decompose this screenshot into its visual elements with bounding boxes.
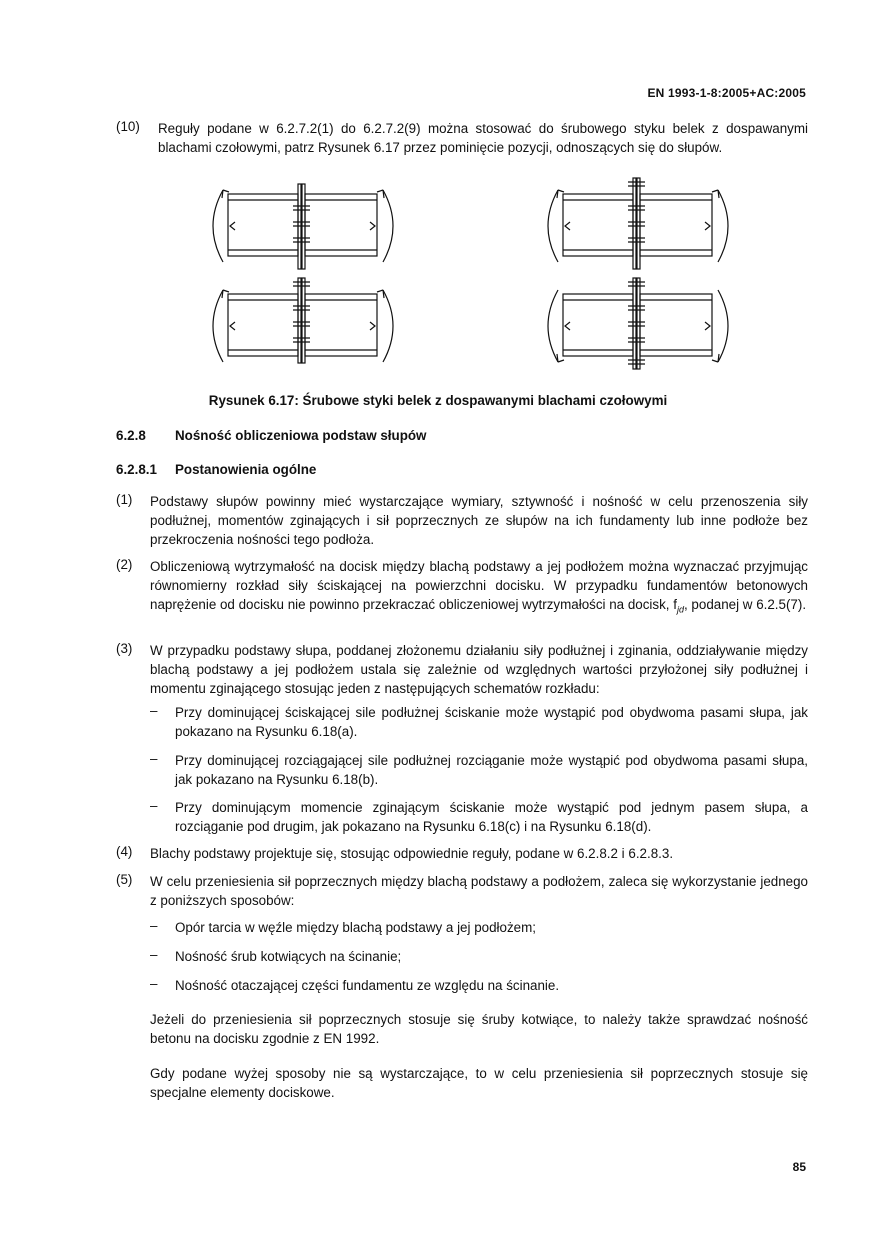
- bullet-dash: –: [150, 798, 158, 813]
- closing-paragraph-2: Gdy podane wyżej sposoby nie są wystarczające, to w celu przeniesienia sił poprzecznych stosuje się specjalne elementy dociskowe.: [150, 1066, 808, 1100]
- clause-4-text: Blachy podstawy projektuje się, stosując odpowiednie reguły, podane w 6.2.8.2 i 6.2.8.3.: [150, 846, 674, 861]
- section-title: Nośność obliczeniowa podstaw słupów: [175, 428, 427, 443]
- clause-1-text: Podstawy słupów powinny mieć wystarczające wymiary, sztywność i nośność w celu przenoszenia siły podłużnej, momentów zginających i sił poprzecznych ze słupów na ich fundamenty lub inne podłoże bez przekroczenia nośności tego podłoża.: [150, 494, 808, 547]
- clause-5-bullet-1: Opór tarcia w węźle między blachą podstawy a jej podłożem;: [175, 920, 536, 935]
- clause-3-text: W przypadku podstawy słupa, poddanej złożonemu działaniu siły podłużnej i zginania, oddziaływanie między blachą podstawy a jej podłożem ustala się zależnie od względnych wartości przyłożonej siły podłużnej i momentu zginającego stosując jeden z następujących schematów rozkładu:: [150, 643, 808, 696]
- closing-paragraph-1: Jeżeli do przeniesienia sił poprzecznych stosuje się śruby kotwiące, to należy także sprawdzać nośność betonu na docisku zgodnie z EN 1992.: [150, 1012, 808, 1046]
- intro-text: Reguły podane w 6.2.7.2(1) do 6.2.7.2(9) można stosować do śrubowego styku belek z dospawanymi blachami czołowymi, patrz Rysunek 6.17 przez pominięcie pozycji, odnoszących się do słupów.: [158, 121, 808, 155]
- subsection-title: Postanowienia ogólne: [175, 462, 317, 477]
- clause-4-number: (4): [116, 844, 133, 859]
- section-number: 6.2.8: [116, 428, 146, 443]
- bullet-dash: –: [150, 751, 158, 766]
- bullet-dash: –: [150, 947, 158, 962]
- bullet-dash: –: [150, 976, 158, 991]
- figure-caption: Rysunek 6.17: Śrubowe styki belek z dospawanymi blachami czołowymi: [208, 393, 668, 408]
- splice-detail-top-right: [548, 178, 728, 269]
- intro-number: (10): [116, 119, 140, 134]
- splice-detail-bottom-right: [548, 278, 728, 369]
- standard-reference: EN 1993-1-8:2005+AC:2005: [647, 86, 806, 100]
- clause-3-bullet-1: Przy dominującej ściskającej sile podłużnej ściskanie może wystąpić pod obydwoma pasami słupa, jak pokazano na Rysunku 6.18(a).: [175, 705, 808, 739]
- clause-2-text: Obliczeniową wytrzymałość na docisk między blachą podstawy a jej podłożem można wyznaczać przyjmując równomierny rozkład siły ściskającej na powierzchni docisku. W przypadku fundamentów betonowych naprężenie od docisku nie powinno przekraczać obliczeniowej wytrzymałości na docisk, $f_{jd}$, podanej w 6.2.5(7).: [150, 559, 808, 615]
- bullet-dash: –: [150, 918, 158, 933]
- splice-detail-bottom-left: [213, 278, 393, 363]
- splice-detail-top-left: [213, 184, 393, 269]
- clause-1-number: (1): [116, 492, 133, 507]
- clause-5-text: W celu przeniesienia sił poprzecznych między blachą podstawy a podłożem, zaleca się wykorzystanie jednego z poniższych sposobów:: [150, 874, 808, 908]
- bolted-beam-splice-figure: [195, 176, 735, 371]
- clause-5-bullet-3: Nośność otaczającej części fundamentu ze względu na ścinanie.: [175, 978, 560, 993]
- clause-3-bullet-2: Przy dominującej rozciągającej sile podłużnej rozciąganie może wystąpić pod obydwoma pasami słupa, jak pokazano na Rysunku 6.18(b).: [175, 753, 808, 787]
- clause-3-bullet-3: Przy dominującym momencie zginającym ściskanie może wystąpić pod jednym pasem słupa, a rozciąganie pod drugim, jak pokazano na Rysunku 6.18(c) i na Rysunku 6.18(d).: [175, 800, 808, 834]
- clause-2-number: (2): [116, 557, 133, 572]
- subsection-number: 6.2.8.1: [116, 462, 157, 477]
- clause-5-bullet-2: Nośność śrub kotwiących na ścinanie;: [175, 949, 402, 964]
- page-number: 85: [792, 1160, 806, 1174]
- clause-3-number: (3): [116, 641, 133, 656]
- bullet-dash: –: [150, 703, 158, 718]
- clause-5-number: (5): [116, 872, 133, 887]
